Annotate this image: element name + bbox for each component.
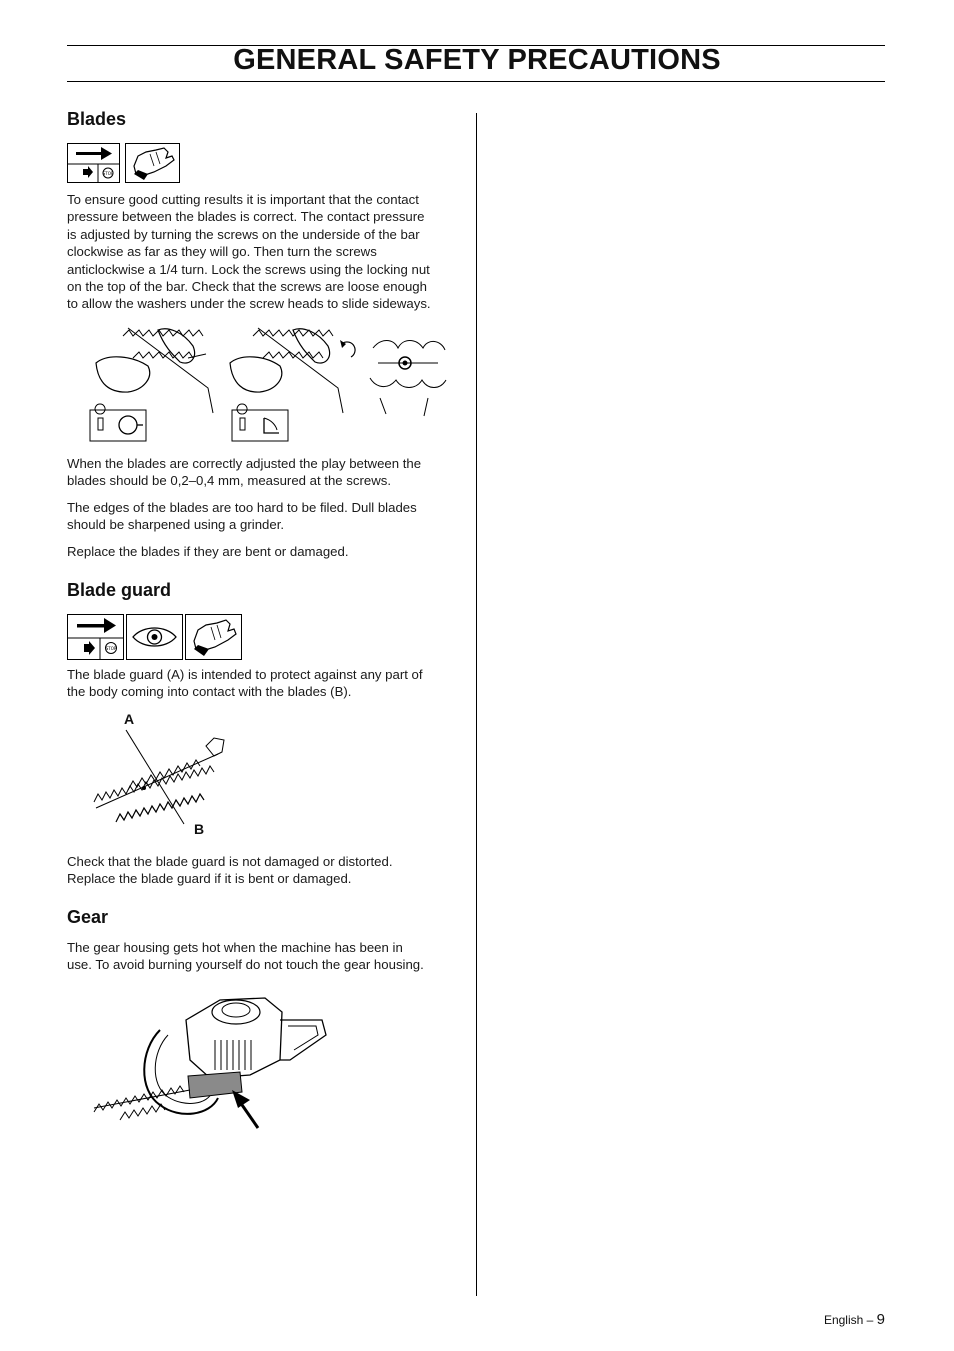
- footer-dash: –: [863, 1313, 877, 1327]
- blades-paragraph-3: The edges of the blades are too hard to be filed. Dull blades should be sharpened using a grinder.: [67, 500, 417, 533]
- section-heading-blade-guard: Blade guard: [67, 580, 172, 600]
- footer-language: English: [823, 1313, 864, 1327]
- gear-housing-illustration: [90, 980, 330, 1130]
- blades-paragraph-1: To ensure good cutting results it is important that the contact pressure between the blades is correct. The contact pressure is adjusted by turning the screws on the underside of the bar clockwise as far as they will go. Then turn the screws anticlockwise a 1/4 turn. Lock the screws using the locking nut on the top of the bar. Check that the screws are loose enough to allow the washers under the screw heads to slide sideways.: [67, 192, 431, 312]
- blade-adjustment-illustration: [88, 318, 456, 446]
- section-heading-blades: Blades: [67, 109, 127, 129]
- blade-guard-paragraph-1: The blade guard (A) is intended to protect against any part of the body coming into contact with the blades (B).: [67, 667, 423, 700]
- blade-guard-paragraph-2: Check that the blade guard is not damaged or distorted. Replace the blade guard if it is bent or damaged.: [67, 854, 393, 887]
- stop-engine-symbol: [67, 614, 124, 660]
- section-heading-gear: Gear: [67, 907, 109, 927]
- stop-engine-symbol: [67, 143, 120, 183]
- gear-paragraph-1: The gear housing gets hot when the machine has been in use. To avoid burning yourself do not touch the gear housing.: [67, 940, 424, 973]
- protective-gloves-icon: [125, 143, 180, 183]
- header-bottom-rule: [67, 81, 885, 82]
- column-divider: [476, 113, 477, 1296]
- blades-paragraph-2: When the blades are correctly adjusted the play between the blades should be 0,2–0,4 mm, measured at the screws.: [67, 456, 422, 489]
- svg-text:STOP: STOP: [105, 646, 117, 651]
- eye-protection-icon: [126, 614, 183, 660]
- page-title: GENERAL SAFETY PRECAUTIONS: [233, 44, 721, 76]
- protective-gloves-icon: [185, 614, 242, 660]
- page-footer: [760, 1311, 885, 1328]
- label-a: A: [124, 711, 135, 727]
- page-number: 9: [876, 1311, 885, 1328]
- svg-text:STOP: STOP: [102, 171, 114, 176]
- blade-guard-illustration: [88, 726, 228, 830]
- blades-paragraph-4: Replace the blades if they are bent or damaged.: [67, 544, 349, 559]
- label-b: B: [194, 821, 205, 837]
